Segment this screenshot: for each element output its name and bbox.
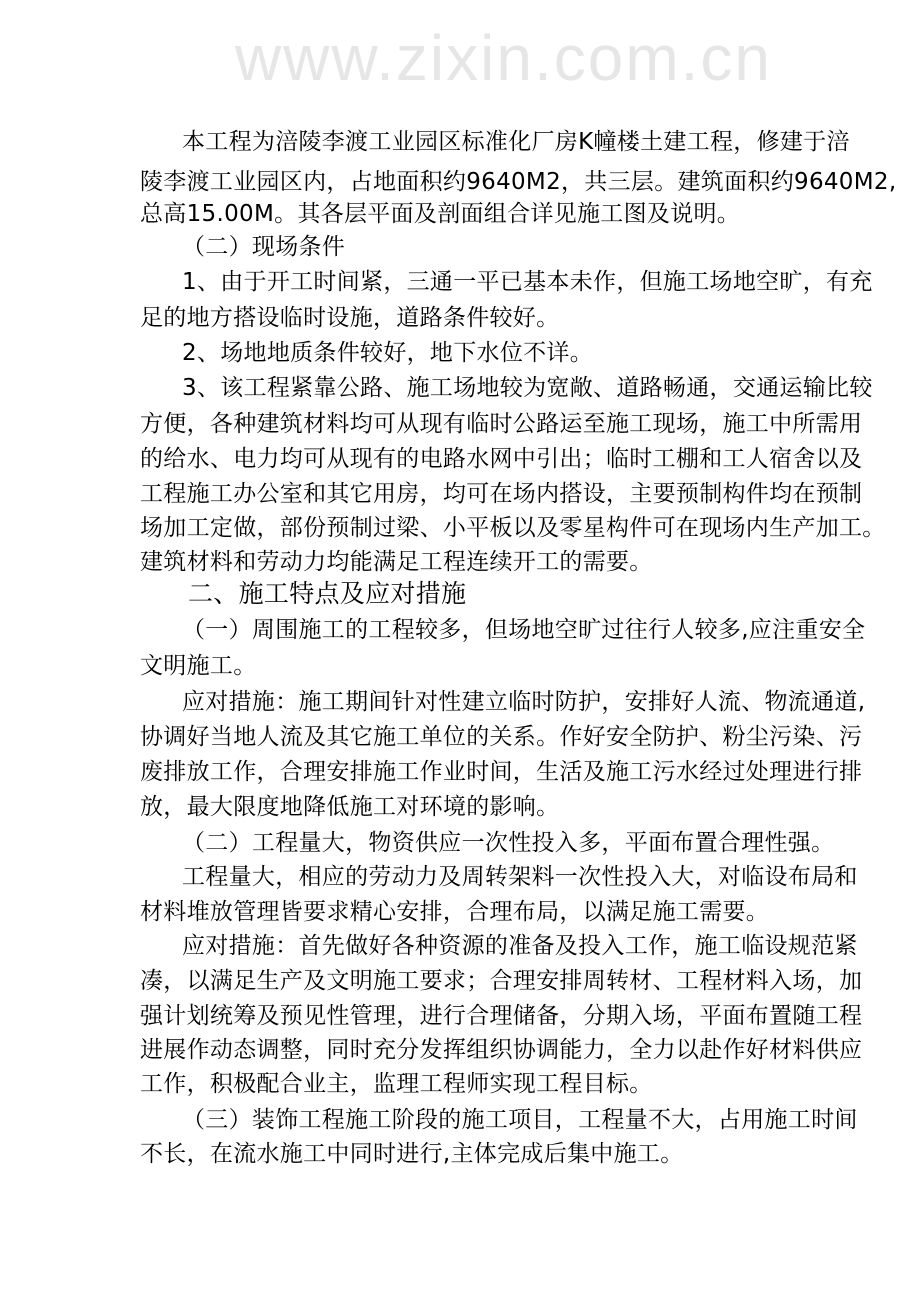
paragraph-line: 场加工定做，部份预制过梁、小平板以及零星构件可在现场内生产加工。 — [140, 515, 886, 541]
paragraph-line: 总高15.00M。其各层平面及剖面组合详见施工图及说明。 — [140, 201, 741, 227]
paragraph-line: 本工程为涪陵李渡工业园区标准化厂房K幢楼土建工程，修建于涪 — [182, 129, 850, 155]
paragraph-line: 2、场地地质条件较好，地下水位不详。 — [182, 340, 594, 366]
paragraph-line: 工作，积极配合业主，监理工程师实现工程目标。 — [140, 1071, 653, 1097]
paragraph-line: 陵李渡工业园区内，占地面积约9640M2，共三层。建筑面积约9640M2, — [140, 169, 897, 195]
paragraph-line: 建筑材料和劳动力均能满足工程连续开工的需要。 — [140, 549, 653, 575]
paragraph-line: 不长，在流水施工中同时进行,主体完成后集中施工。 — [140, 1141, 684, 1167]
paragraph-line: 进展作动态调整，同时充分发挥组织协调能力，全力以赴作好材料供应 — [140, 1037, 863, 1063]
paragraph-line: 应对措施：施工期间针对性建立临时防护，安排好人流、物流通道, — [182, 689, 866, 715]
paragraph-line: 方便，各种建筑材料均可从现有临时公路运至施工现场，施工中所需用 — [140, 411, 863, 437]
paragraph-line: （二）现场条件 — [182, 234, 346, 260]
paragraph-line: 足的地方搭设临时设施，道路条件较好。 — [140, 305, 560, 331]
paragraph-line: （二）工程量大，物资供应一次性投入多，平面布置合理性强。 — [182, 830, 835, 856]
paragraph-line: 凑，以满足生产及文明施工要求；合理安排周转材、工程材料入场，加 — [140, 968, 863, 994]
paragraph-line: （三）装饰工程施工阶段的施工项目，工程量不大，占用施工时间 — [182, 1107, 858, 1133]
paragraph-line: 的给水、电力均可从现有的电路水网中引出；临时工棚和工人宿舍以及 — [140, 446, 863, 472]
paragraph-line: 放，最大限度地降低施工对环境的影响。 — [140, 794, 560, 820]
paragraph-line: 协调好当地人流及其它施工单位的关系。作好安全防护、粉尘污染、污 — [140, 724, 863, 750]
paragraph-line: 强计划统筹及预见性管理，进行合理储备，分期入场，平面布置随工程 — [140, 1003, 863, 1029]
paragraph-line: 材料堆放管理皆要求精心安排，合理布局，以满足施工需要。 — [140, 899, 770, 925]
paragraph-line: 1、由于开工时间紧，三通一平已基本未作，但施工场地空旷，有充 — [182, 269, 873, 295]
paragraph-line: （一）周围施工的工程较多，但场地空旷过往行人较多,应注重安全 — [182, 617, 866, 643]
paragraph-line: 文明施工。 — [140, 653, 257, 679]
watermark: www.zixin.com.cn — [235, 22, 772, 94]
paragraph-line: 工程量大，相应的劳动力及周转架料一次性投入大，对临设布局和 — [182, 864, 858, 890]
paragraph-line: 3、该工程紧靠公路、施工场地较为宽敞、道路畅通，交通运输比较 — [182, 375, 873, 401]
paragraph-line: 工程施工办公室和其它用房，均可在场内搭设，主要预制构件均在预制 — [140, 481, 863, 507]
paragraph-line: 应对措施：首先做好各种资源的准备及投入工作，施工临设规范紧 — [182, 933, 858, 959]
paragraph-line: 废排放工作，合理安排施工作业时间，生活及施工污水经过处理进行排 — [140, 759, 863, 785]
section-heading: 二、施工特点及应对措施 — [188, 579, 467, 608]
